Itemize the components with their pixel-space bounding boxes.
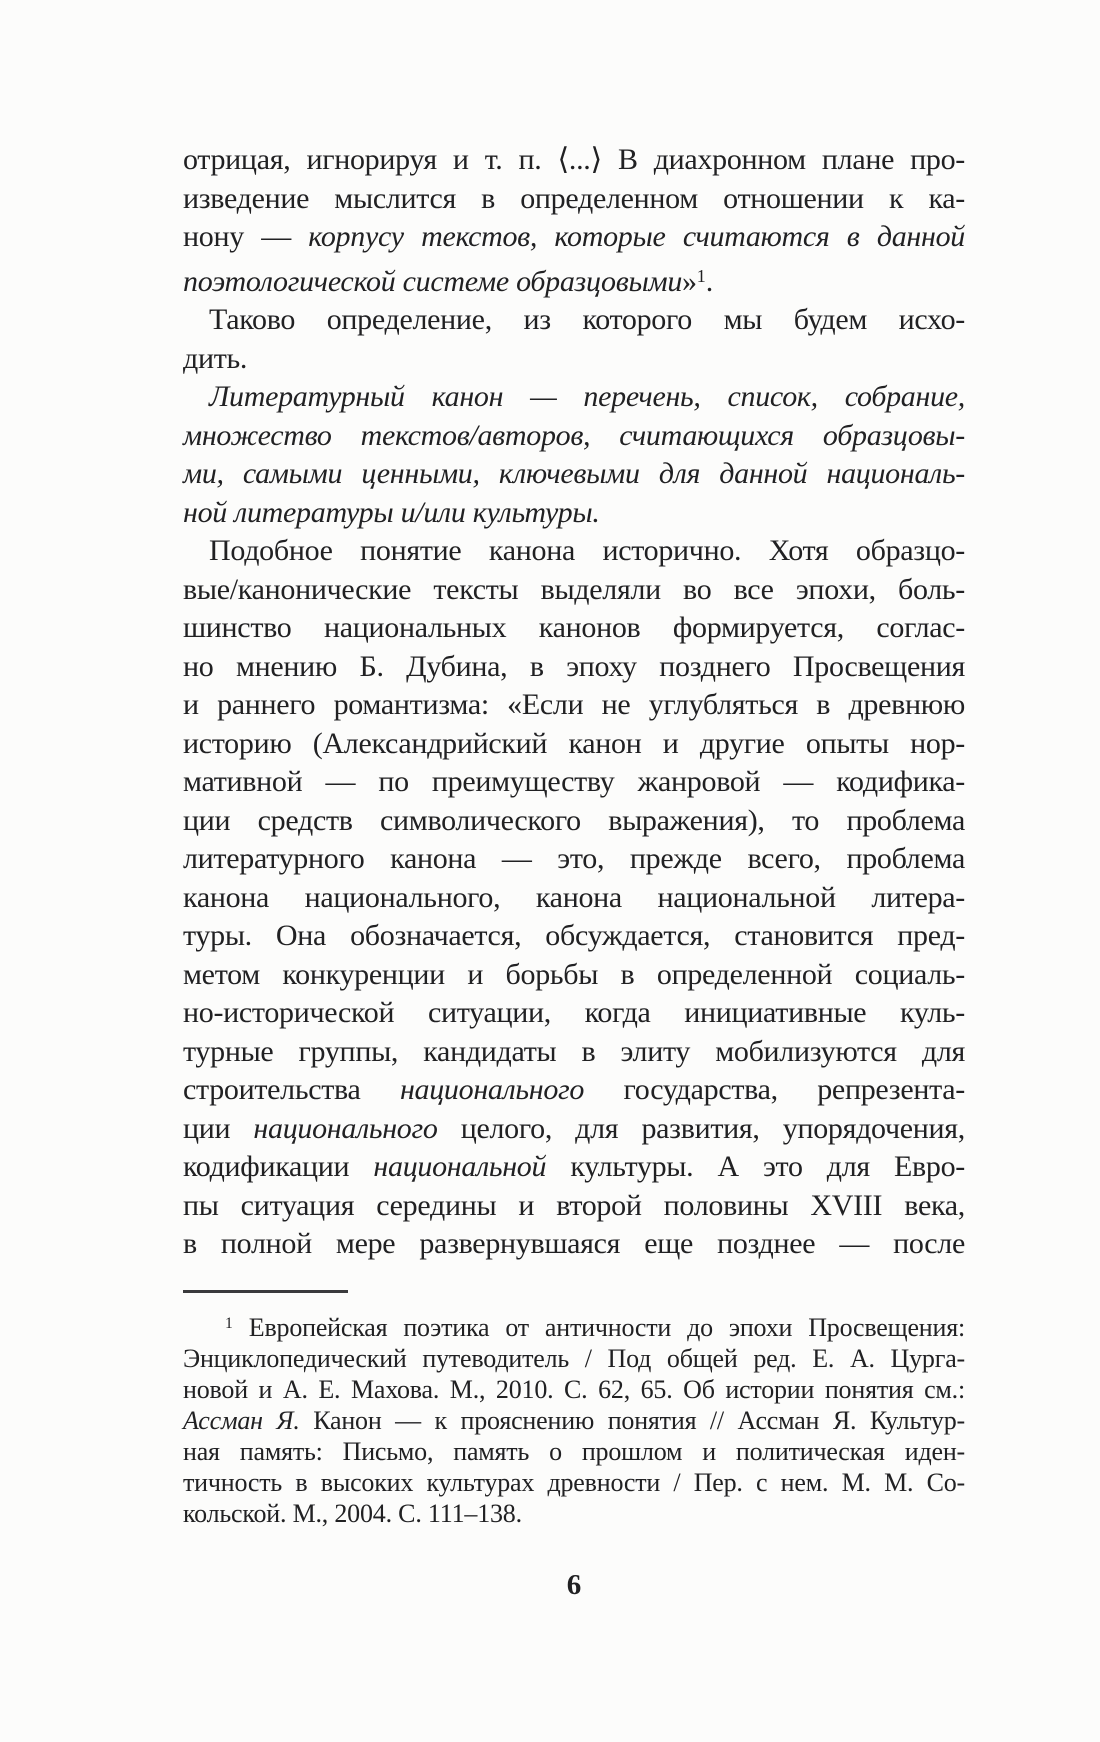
text-line — [183, 141, 965, 180]
text-line — [183, 763, 965, 802]
footnote-separator — [183, 1290, 348, 1293]
text-line — [183, 956, 965, 995]
text-line — [183, 840, 965, 879]
text-line — [183, 532, 965, 571]
text-line — [183, 417, 965, 456]
text-segment-regular: Подобное понятие канона исторично. Хотя образцо- — [209, 534, 965, 567]
text-line — [183, 1071, 965, 1110]
text-segment-italic: ми, самыми ценными, ключевыми для данной националь- — [183, 457, 965, 490]
text-line — [183, 1343, 965, 1374]
text-segment-regular: Европейская поэтика от античности до эпохи Просвещения: — [232, 1312, 965, 1342]
footnote-reference-superscript: 1 — [225, 1314, 233, 1332]
text-segment-regular: строительства — [183, 1073, 400, 1106]
text-line — [183, 725, 965, 764]
text-segment-regular: ции средств символического выражения), то проблема — [183, 803, 965, 837]
text-segment-regular: историю (Александрийский канон и другие опыты нор- — [183, 726, 965, 760]
text-line — [183, 609, 965, 648]
text-segment-regular: отрицая, игнорируя и т. п. ⟨...⟩ В диахронном плане про- — [183, 143, 965, 176]
text-segment-regular: изведение мыслится в определенном отношении к ка- — [183, 181, 965, 215]
text-line — [183, 301, 965, 340]
text-segment-regular: Энциклопедический путеводитель / Под общей ред. Е. А. Цурга- — [183, 1343, 965, 1373]
text-line — [183, 494, 965, 533]
text-segment-regular: целого, для развития, упорядочения, — [437, 1111, 965, 1145]
text-segment-italic: поэтологической системе образцовыми — [183, 264, 683, 298]
footnote-reference-superscript: 1 — [696, 265, 706, 286]
text-segment-regular: государства, репрезента- — [584, 1073, 965, 1106]
text-segment-regular: ная память: Письмо, память о прошлом и политическая иден- — [183, 1436, 965, 1466]
text-segment-italic: Ассман Я. — [183, 1405, 300, 1435]
text-segment-italic: корпусу текстов, которые считаются в данной — [308, 220, 965, 253]
text-line — [183, 917, 965, 956]
text-line — [183, 571, 965, 610]
text-line — [183, 1374, 965, 1405]
text-segment-regular: туры. Она обозначается, обсуждается, становится пред- — [183, 919, 965, 952]
text-segment-regular: новой и А. Е. Махова. М., 2010. С. 62, 65. Об истории понятия см.: — [183, 1374, 965, 1404]
text-segment-italic: национального — [253, 1111, 438, 1145]
text-line — [183, 1148, 965, 1187]
text-segment-regular: литературного канона — это, прежде всего, проблема — [183, 842, 965, 875]
text-segment-regular: ции — [183, 1111, 254, 1145]
text-segment-regular: кольской. М., 2004. С. 111–138. — [183, 1498, 522, 1528]
text-segment-regular: дить. — [183, 341, 248, 375]
text-line — [183, 340, 965, 379]
text-segment-regular: канона национального, канона национальной литера- — [183, 880, 965, 914]
text-line — [183, 1033, 965, 1072]
text-segment-regular: нону — — [183, 220, 309, 253]
text-segment-regular: пы ситуация середины и второй половины XVIII века, — [183, 1188, 965, 1222]
text-segment-regular: Таково определение, из которого мы будем исхо- — [209, 303, 965, 336]
text-segment-regular: » — [682, 264, 697, 298]
text-segment-regular: метом конкуренции и борьбы в определенной социаль- — [183, 957, 965, 991]
text-segment-regular: кодификации — [183, 1150, 374, 1183]
text-line — [183, 648, 965, 687]
text-segment-italic: национального — [399, 1073, 585, 1106]
text-line — [183, 994, 965, 1033]
text-line — [183, 1498, 965, 1529]
text-segment-italic: национальной — [373, 1150, 547, 1183]
text-line — [183, 1467, 965, 1498]
text-segment-regular: вые/канонические тексты выделяли во все эпохи, боль- — [183, 572, 965, 606]
text-segment-italic: ной литературы и/или культуры. — [183, 495, 600, 529]
text-line — [183, 1405, 965, 1436]
page-text-block — [183, 141, 965, 1600]
text-segment-italic: Литературный канон — перечень, список, собрание, — [209, 380, 965, 413]
text-line — [183, 802, 965, 841]
text-segment-regular: но мнению Б. Дубина, в эпоху позднего Просвещения — [183, 649, 965, 683]
text-segment-italic: множество текстов/авторов, считающихся образцовы- — [183, 418, 965, 452]
text-line — [183, 218, 965, 257]
text-line — [183, 1187, 965, 1226]
text-segment-regular: но-исторической ситуации, когда инициативные куль- — [183, 996, 965, 1029]
text-line — [183, 1436, 965, 1467]
text-line — [183, 455, 965, 494]
text-line — [183, 378, 965, 417]
text-line — [183, 257, 965, 302]
text-line — [183, 686, 965, 725]
text-segment-regular: турные группы, кандидаты в элиту мобилизуются для — [183, 1034, 965, 1068]
body-text — [183, 141, 965, 1264]
footnote — [183, 1308, 965, 1529]
text-line — [183, 1225, 965, 1264]
text-segment-regular: и раннего романтизма: «Если не углубляться в древнюю — [183, 688, 965, 721]
text-segment-regular: в полной мере развернувшаяся еще позднее — после — [183, 1227, 965, 1260]
text-segment-regular: мативной — по преимуществу жанровой — кодифика- — [183, 765, 965, 798]
text-segment-regular: тичность в высоких культурах древности / Пер. с нем. М. М. Со- — [183, 1467, 965, 1497]
text-segment-regular: шинство национальных канонов формируется, соглас- — [183, 611, 965, 644]
text-line — [183, 1308, 965, 1343]
text-line — [183, 180, 965, 219]
page-number: 6 — [566, 1568, 582, 1601]
text-line — [183, 1110, 965, 1149]
text-segment-regular: культуры. А это для Евро- — [546, 1150, 965, 1183]
text-segment-regular: . — [705, 264, 713, 298]
text-line — [183, 879, 965, 918]
text-segment-regular: Канон — к прояснению понятия // Ассман Я. Культур- — [299, 1405, 965, 1435]
